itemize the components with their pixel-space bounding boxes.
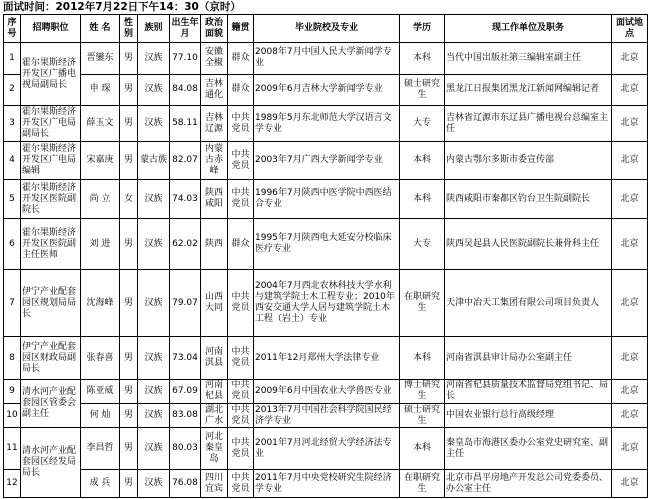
native-place-cell: 中共党员: [228, 428, 254, 470]
gender-cell: 男: [120, 142, 138, 180]
ethnicity-cell: 汉族: [138, 180, 170, 219]
row-index-cell: 5: [4, 180, 21, 219]
birth-date-cell: 83.08: [170, 403, 201, 427]
column-header: 性别: [120, 15, 138, 43]
political-status-cell: 山西大同: [201, 269, 228, 337]
row-index-cell: 3: [4, 106, 21, 142]
interview-time-heading: 面试时间：2012年7月22日下午14：30（京时）: [3, 1, 241, 13]
table-row: [4, 403, 648, 427]
row-index-cell: 9: [4, 379, 21, 403]
ethnicity-cell: 汉族: [138, 74, 170, 106]
current-job-cell: 陕西吴起县人民医院副院长兼骨科主任: [445, 219, 612, 270]
birth-date-cell: 79.07: [170, 269, 201, 337]
degree-cell: 大专: [400, 219, 445, 270]
table-row: [4, 269, 648, 337]
interview-location-cell: 北京: [612, 403, 648, 427]
political-status-cell: 陕西咸阳: [201, 180, 228, 219]
row-index-cell: 6: [4, 219, 21, 270]
table-row: [4, 142, 648, 180]
candidate-name-cell: 申 琛: [81, 74, 120, 106]
column-header: 面试地点: [612, 15, 648, 43]
row-index-cell: 2: [4, 74, 21, 106]
current-job-cell: 当代中国出版社第三编辑室副主任: [445, 43, 612, 75]
candidate-name-cell: 尚 立: [81, 180, 120, 219]
ethnicity-cell: 汉族: [138, 403, 170, 427]
candidate-name-cell: 成 兵: [81, 470, 120, 498]
political-status-cell: 安徽全椒: [201, 43, 228, 75]
table-row: [4, 106, 648, 142]
job-position-cell: 霍尔果斯经济开发区医院副主任医师: [21, 219, 81, 270]
gender-cell: 男: [120, 379, 138, 403]
row-index-cell: 11: [4, 428, 21, 470]
birth-date-cell: 77.10: [170, 43, 201, 75]
education-major-cell: 2009年6月吉林大学新闻学专业: [254, 74, 400, 106]
birth-date-cell: 62.02: [170, 219, 201, 270]
job-position-cell: 霍尔果斯经济开发区广电局副局长: [21, 106, 81, 142]
degree-cell: 大专: [400, 106, 445, 142]
job-position-cell: 霍尔果斯经济开发区医院副院长: [21, 180, 81, 219]
education-major-cell: 2009年6月中国农业大学兽医专业: [254, 379, 400, 403]
candidate-name-cell: 薛玉文: [81, 106, 120, 142]
education-major-cell: 1995年7月陕西电大延安分校临床医疗专业: [254, 219, 400, 270]
current-job-cell: 陕西咸阳市秦都区钓台卫生院副院长: [445, 180, 612, 219]
native-place-cell: 中共党员: [228, 142, 254, 180]
native-place-cell: 中共党员: [228, 403, 254, 427]
gender-cell: 男: [120, 470, 138, 498]
gender-cell: 男: [120, 269, 138, 337]
education-major-cell: 2003年7月广西大学新闻学专业: [254, 142, 400, 180]
political-status-cell: 吉林通化: [201, 74, 228, 106]
candidate-name-cell: 刘 进: [81, 219, 120, 270]
interview-location-cell: 北京: [612, 470, 648, 498]
table-row: [4, 219, 648, 270]
birth-date-cell: 74.03: [170, 180, 201, 219]
political-status-cell: 河南淇县: [201, 337, 228, 379]
candidate-name-cell: 陈亚威: [81, 379, 120, 403]
row-index-cell: 4: [4, 142, 21, 180]
candidate-name-cell: 沈海峰: [81, 269, 120, 337]
current-job-cell: 河南省淇县审计局办公室副主任: [445, 337, 612, 379]
row-index-cell: 12: [4, 470, 21, 498]
education-major-cell: 1989年5月东北师范大学汉语言文学专业: [254, 106, 400, 142]
candidate-name-cell: 张春喜: [81, 337, 120, 379]
birth-date-cell: 82.07: [170, 142, 201, 180]
column-header: 出生年月: [170, 15, 201, 43]
current-job-cell: 内蒙古鄂尔多斯市委宣传部: [445, 142, 612, 180]
interview-location-cell: 北京: [612, 180, 648, 219]
education-major-cell: 2013年7月中国社会科学院国民经济学专业: [254, 403, 400, 427]
table-row: [4, 43, 648, 75]
current-job-cell: 黑龙江日报集团黑龙江新闻网编辑记者: [445, 74, 612, 106]
ethnicity-cell: 汉族: [138, 43, 170, 75]
native-place-cell: 中共党员: [228, 379, 254, 403]
table-row: [4, 470, 648, 498]
degree-cell: 本科: [400, 180, 445, 219]
political-status-cell: 湖北广水: [201, 403, 228, 427]
birth-date-cell: 73.04: [170, 337, 201, 379]
degree-cell: 博士研究生: [400, 379, 445, 403]
current-job-cell: 中国农业银行总行高级经理: [445, 403, 612, 427]
job-position-cell: 清水河产业配套园区经发局局长: [21, 428, 81, 498]
job-position-cell: 霍尔果斯经济开发区广播电视局副局长: [21, 43, 81, 106]
education-major-cell: 2008年7月中国人民大学新闻学专业: [254, 43, 400, 75]
education-major-cell: 2004年7月西北农林科技大学水利与建筑学院土木工程专业；2010年西安交通大学人居与建筑学院土木工程（岩土）专业: [254, 269, 400, 337]
political-status-cell: 河南杞县: [201, 379, 228, 403]
column-header: 族别: [138, 15, 170, 43]
native-place-cell: 中共党员: [228, 180, 254, 219]
column-header: 籍贯: [228, 15, 254, 43]
degree-cell: 硕士研究生: [400, 74, 445, 106]
ethnicity-cell: 汉族: [138, 269, 170, 337]
candidate-table: [3, 14, 648, 498]
degree-cell: 在职研究生: [400, 269, 445, 337]
degree-cell: 在职研究生: [400, 470, 445, 498]
table-row: [4, 180, 648, 219]
column-header: 姓 名: [81, 15, 120, 43]
education-major-cell: 2011年7月中央党校研究生院经济学专业: [254, 470, 400, 498]
native-place-cell: 群众: [228, 219, 254, 270]
ethnicity-cell: 汉族: [138, 379, 170, 403]
ethnicity-cell: 汉族: [138, 428, 170, 470]
current-job-cell: 北京市昌平房地产开发总公司党委委员、办公室主任: [445, 470, 612, 498]
gender-cell: 男: [120, 219, 138, 270]
candidate-name-cell: 李昌哲: [81, 428, 120, 470]
candidate-name-cell: 何 灿: [81, 403, 120, 427]
job-position-cell: 伊宁产业配套园区规划局局长: [21, 269, 81, 337]
ethnicity-cell: 汉族: [138, 106, 170, 142]
gender-cell: 男: [120, 106, 138, 142]
political-status-cell: 四川宜宾: [201, 470, 228, 498]
job-position-cell: 清水河产业配套园区管委会副主任: [21, 379, 81, 428]
job-position-cell: 霍尔果斯经济开发区广电局编辑: [21, 142, 81, 180]
political-status-cell: 河北秦皇岛: [201, 428, 228, 470]
column-header: 现工作单位及职务: [445, 15, 612, 43]
political-status-cell: 内蒙古赤峰: [201, 142, 228, 180]
ethnicity-cell: 汉族: [138, 219, 170, 270]
gender-cell: 男: [120, 337, 138, 379]
column-header: 招聘职位: [21, 15, 81, 43]
political-status-cell: 吉林辽源: [201, 106, 228, 142]
job-position-cell: 伊宁产业配套园区财政局副局长: [21, 337, 81, 379]
interview-location-cell: 北京: [612, 337, 648, 379]
birth-date-cell: 84.08: [170, 74, 201, 106]
degree-cell: 本科: [400, 337, 445, 379]
education-major-cell: 2001年7月河北经贸大学经济法专业: [254, 428, 400, 470]
interview-location-cell: 北京: [612, 43, 648, 75]
birth-date-cell: 80.03: [170, 428, 201, 470]
native-place-cell: 中共党员: [228, 337, 254, 379]
native-place-cell: 中共党员: [228, 470, 254, 498]
column-header: 政治面貌: [201, 15, 228, 43]
degree-cell: 硕士研究生: [400, 403, 445, 427]
row-index-cell: 1: [4, 43, 21, 75]
ethnicity-cell: 蒙古族: [138, 142, 170, 180]
ethnicity-cell: 汉族: [138, 337, 170, 379]
interview-location-cell: 北京: [612, 379, 648, 403]
table-row: [4, 74, 648, 106]
current-job-cell: 秦皇岛市海港区委办公室党史研究室、副主任: [445, 428, 612, 470]
gender-cell: 男: [120, 74, 138, 106]
row-index-cell: 7: [4, 269, 21, 337]
education-major-cell: 2011年12月郑州大学法律专业: [254, 337, 400, 379]
table-header-row: [4, 15, 648, 43]
interview-location-cell: 北京: [612, 142, 648, 180]
degree-cell: 本科: [400, 43, 445, 75]
column-header: 序号: [4, 15, 21, 43]
interview-location-cell: 北京: [612, 106, 648, 142]
degree-cell: 本科: [400, 142, 445, 180]
table-row: [4, 337, 648, 379]
candidate-name-cell: 晋鑾东: [81, 43, 120, 75]
birth-date-cell: 67.09: [170, 379, 201, 403]
interview-location-cell: 北京: [612, 74, 648, 106]
political-status-cell: 陕西: [201, 219, 228, 270]
table-row: [4, 379, 648, 403]
current-job-cell: 吉林省辽源市东辽县广播电视台总编室主任: [445, 106, 612, 142]
row-index-cell: 8: [4, 337, 21, 379]
education-major-cell: 1996年7月陕西中医学院中西医结合专业: [254, 180, 400, 219]
native-place-cell: 群众: [228, 74, 254, 106]
gender-cell: 男: [120, 403, 138, 427]
native-place-cell: 群众: [228, 43, 254, 75]
current-job-cell: 河南省杞县质量技术监督局党组书记、局长: [445, 379, 612, 403]
gender-cell: 女: [120, 180, 138, 219]
candidate-name-cell: 宋嘉庚: [81, 142, 120, 180]
interview-location-cell: 北京: [612, 428, 648, 470]
column-header: 学历: [400, 15, 445, 43]
native-place-cell: 中共党员: [228, 106, 254, 142]
gender-cell: 男: [120, 428, 138, 470]
interview-location-cell: 北京: [612, 219, 648, 270]
interview-location-cell: 北京: [612, 269, 648, 337]
degree-cell: 本科: [400, 428, 445, 470]
table-row: [4, 428, 648, 470]
birth-date-cell: 76.08: [170, 470, 201, 498]
column-header: 毕业院校及专业: [254, 15, 400, 43]
birth-date-cell: 58.11: [170, 106, 201, 142]
current-job-cell: 天津中冶天工集团有限公司项目负责人: [445, 269, 612, 337]
ethnicity-cell: 汉族: [138, 470, 170, 498]
gender-cell: 男: [120, 43, 138, 75]
row-index-cell: 10: [4, 403, 21, 427]
native-place-cell: 中共党员: [228, 269, 254, 337]
